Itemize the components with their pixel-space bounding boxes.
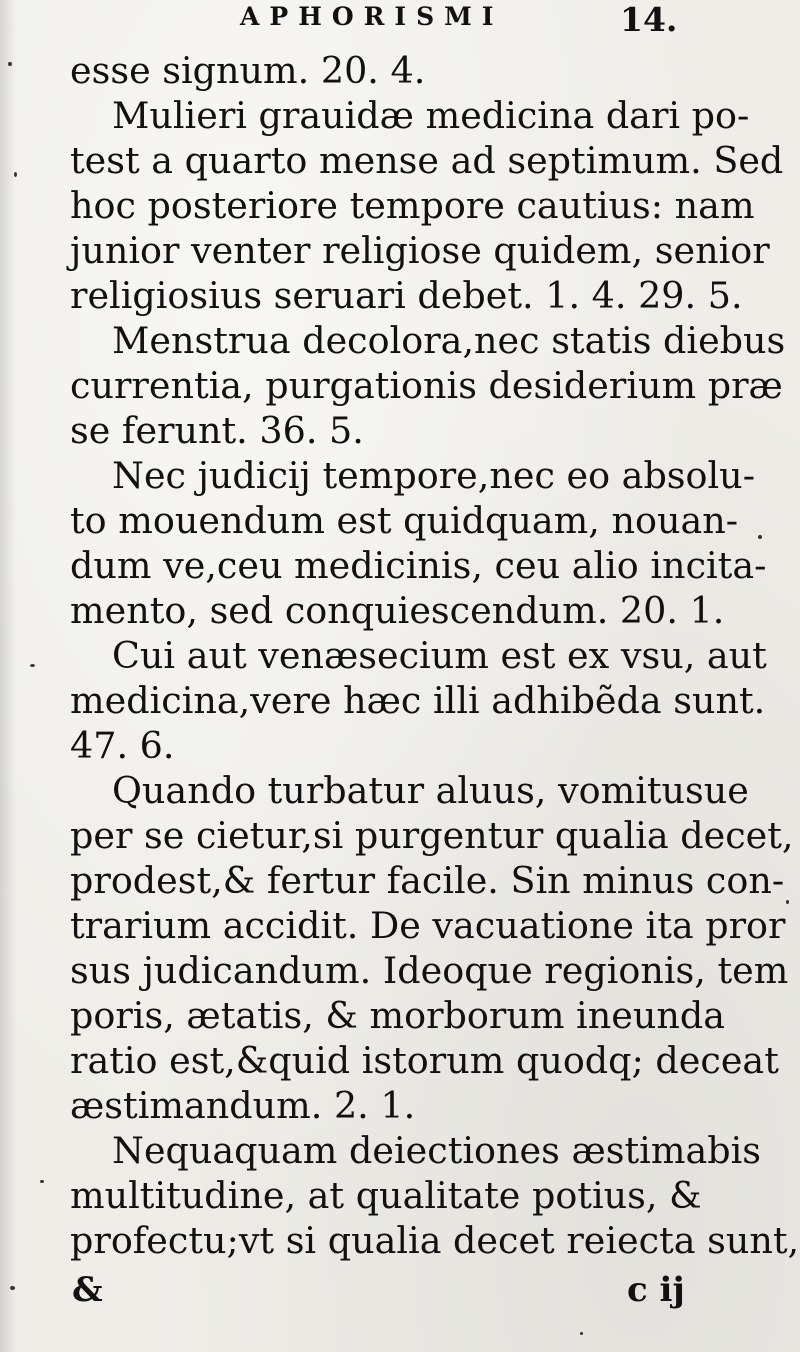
text-line: religiosius seruari debet. 1. 4. 29. 5. xyxy=(70,274,743,317)
signature-mark: c ij xyxy=(627,1270,685,1310)
text-line: profectu;vt si qualia decet reiecta sunt, xyxy=(70,1219,800,1262)
text-line: multitudine, at qualitate potius, & xyxy=(70,1174,702,1217)
text-line: trarium accidit. De vacuatione ita pror xyxy=(70,904,786,947)
aphorism-first-line: Cui aut venæsecium est ex vsu, aut xyxy=(112,634,767,677)
text-line: se ferunt. 36. 5. xyxy=(70,409,364,452)
text-line: esse signum. 20. 4. xyxy=(70,49,426,92)
text-line: test a quarto mense ad septimum. Sed xyxy=(70,139,784,182)
text-line: per se cietur,si purgentur qualia decet, xyxy=(70,814,794,857)
ink-speck xyxy=(580,1332,583,1335)
ink-speck xyxy=(786,900,789,904)
ink-speck xyxy=(758,535,762,539)
ink-speck xyxy=(14,172,17,177)
text-line: prodest,& fertur facile. Sin minus con- xyxy=(70,859,785,902)
ink-speck xyxy=(40,1180,44,1183)
aphorism-first-line: Nequaquam deiectiones æstimabis xyxy=(112,1129,761,1172)
folio-number: 14. xyxy=(620,0,678,39)
text-line: dum ve,ceu medicinis, ceu alio incita- xyxy=(70,544,767,587)
text-line: poris, ætatis, & morborum ineunda xyxy=(70,994,725,1037)
page-edge-shadow xyxy=(0,0,16,1352)
aphorism-first-line: Menstrua decolora,nec statis diebus xyxy=(112,319,786,362)
text-line: sus judicandum. Ideoque regionis, tem xyxy=(70,949,789,992)
text-line: medicina,vere hæc illi adhibẽda sunt. xyxy=(70,679,766,722)
text-line: hoc posteriore tempore cautius: nam xyxy=(70,184,755,227)
ink-speck xyxy=(8,62,12,66)
running-head-title: APHORISMI xyxy=(240,2,504,31)
text-line: mento, sed conquiescendum. 20. 1. xyxy=(70,589,725,632)
aphorism-first-line: Nec judicij tempore,nec eo absolu- xyxy=(112,454,756,497)
text-block xyxy=(70,48,800,1263)
running-head xyxy=(0,0,800,39)
text-line: currentia, purgationis desiderium præ xyxy=(70,364,783,407)
text-line: ratio est,&quid istorum quodq; deceat xyxy=(70,1039,779,1082)
aphorism-first-line: Quando turbatur aluus, vomitusue xyxy=(112,769,749,812)
ink-speck xyxy=(30,664,35,667)
ink-speck xyxy=(10,1286,15,1290)
text-line: junior venter religiose quidem, senior xyxy=(70,229,770,272)
text-line: æstimandum. 2. 1. xyxy=(70,1084,416,1127)
text-line: 47. 6. xyxy=(70,724,175,767)
catchword: & xyxy=(72,1270,103,1310)
footer-line xyxy=(72,1270,692,1310)
text-line: to mouendum est quidquam, nouan- xyxy=(70,499,739,542)
aphorism-first-line: Mulieri grauidæ medicina dari po- xyxy=(112,94,750,137)
